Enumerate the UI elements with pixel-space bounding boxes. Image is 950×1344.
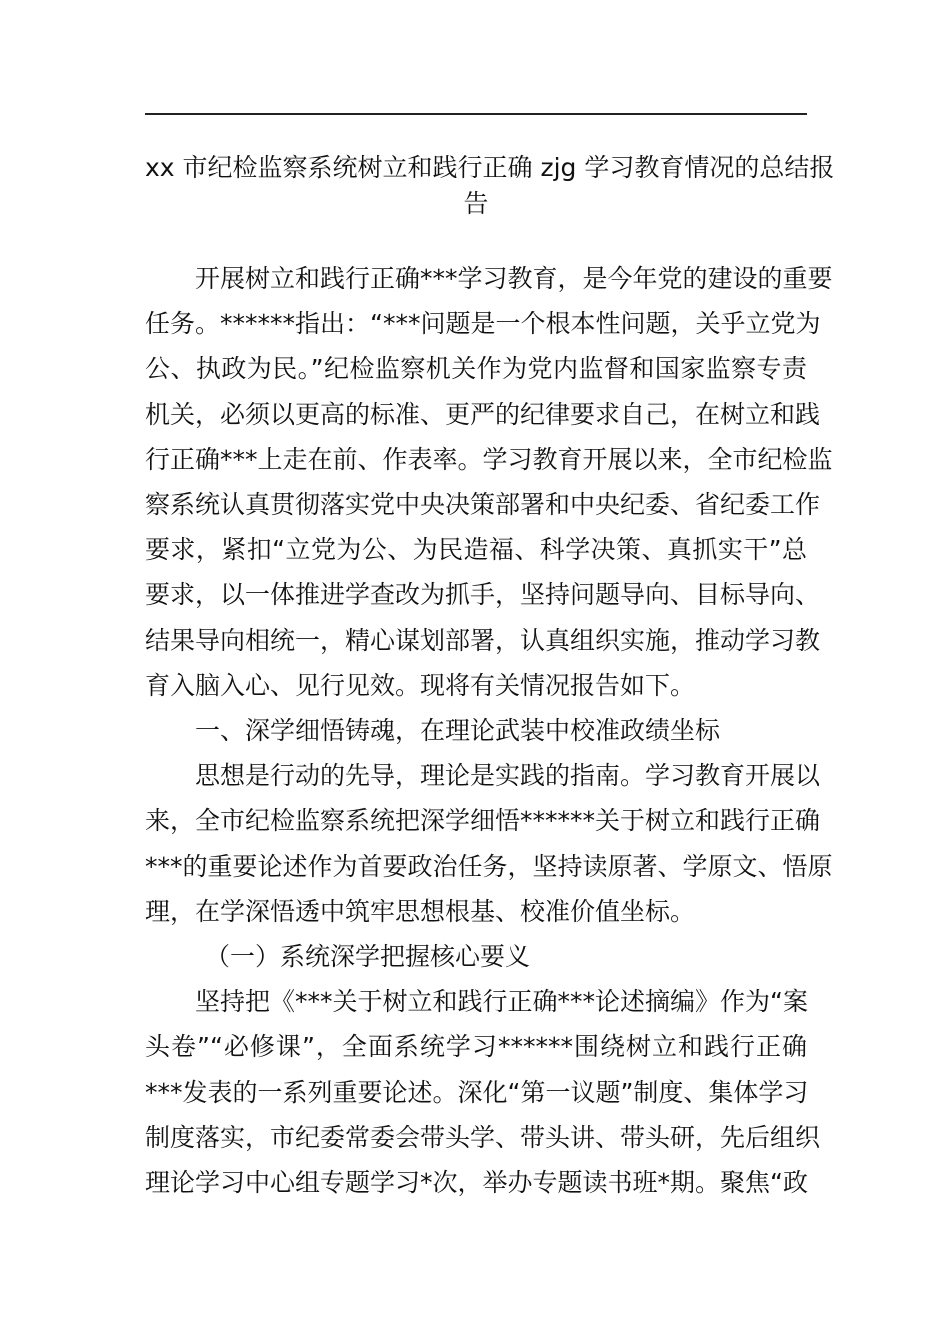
text-line: 思想是行动的先导，理论是实践的指南。学习教育开展以 [195, 761, 821, 791]
text-line: 公、执政为民。”纪检监察机关作为党内监督和国家监察专责 [145, 354, 807, 384]
text-line: 理，在学深悟透中筑牢思想根基、校准价值坐标。 [145, 896, 696, 926]
document-title [145, 150, 835, 222]
text-line: 开展树立和践行正确***学习教育，是今年党的建设的重要 [195, 264, 833, 293]
title-line: xx 市纪检监察系统树立和践行正确 zjg 学习教育情况的总结报 [145, 153, 835, 182]
header-rule [145, 113, 807, 115]
text-line: 行正确***上走在前、作表率。学习教育开展以来，全市纪检监 [145, 444, 833, 474]
title-line: 告 [463, 189, 489, 218]
text-line: 要求，以一体推进学查改为抓手，坚持问题导向、目标导向、 [145, 580, 821, 610]
subsection-heading: （一）系统深学把握核心要义 [205, 942, 531, 972]
text-line: 坚持把《***关于树立和践行正确***论述摘编》作为“案 [195, 987, 808, 1017]
section-heading: 一、深学细悟铸魂，在理论武装中校准政绩坐标 [195, 716, 721, 746]
text-line: 理论学习中心组专题学习*次，举办专题读书班*期。聚焦“政 [145, 1168, 808, 1198]
text-line: ***发表的一系列重要论述。深化“第一议题”制度、集体学习 [145, 1077, 809, 1107]
intro-paragraph [145, 256, 833, 708]
text-line: 要求，紧扣“立党为公、为民造福、科学决策、真抓实干”总 [145, 535, 807, 565]
document-body [145, 256, 833, 1205]
text-line: 任务。******指出：“***问题是一个根本性问题，关乎立党为 [145, 309, 821, 339]
text-line: 育入脑入心、见行见效。现将有关情况报告如下。 [145, 670, 696, 700]
text-line: 来，全市纪检监察系统把深学细悟******关于树立和践行正确 [145, 806, 821, 836]
text-line: 机关，必须以更高的标准、更严的纪律要求自己，在树立和践 [145, 399, 821, 429]
text-line: 结果导向相统一，精心谋划部署，认真组织实施，推动学习教 [145, 625, 821, 655]
text-line: ***的重要论述作为首要政治任务，坚持读原著、学原文、悟原 [145, 851, 833, 881]
text-line: 头卷”“必修课”，全面系统学习******围绕树立和践行正确 [145, 1032, 807, 1062]
text-line: 察系统认真贯彻落实党中央决策部署和中央纪委、省纪委工作 [145, 490, 821, 520]
subsection-paragraph [145, 979, 821, 1205]
text-line: 制度落实，市纪委常委会带头学、带头讲、带头研，先后组织 [145, 1122, 821, 1152]
section-paragraph [145, 753, 833, 934]
